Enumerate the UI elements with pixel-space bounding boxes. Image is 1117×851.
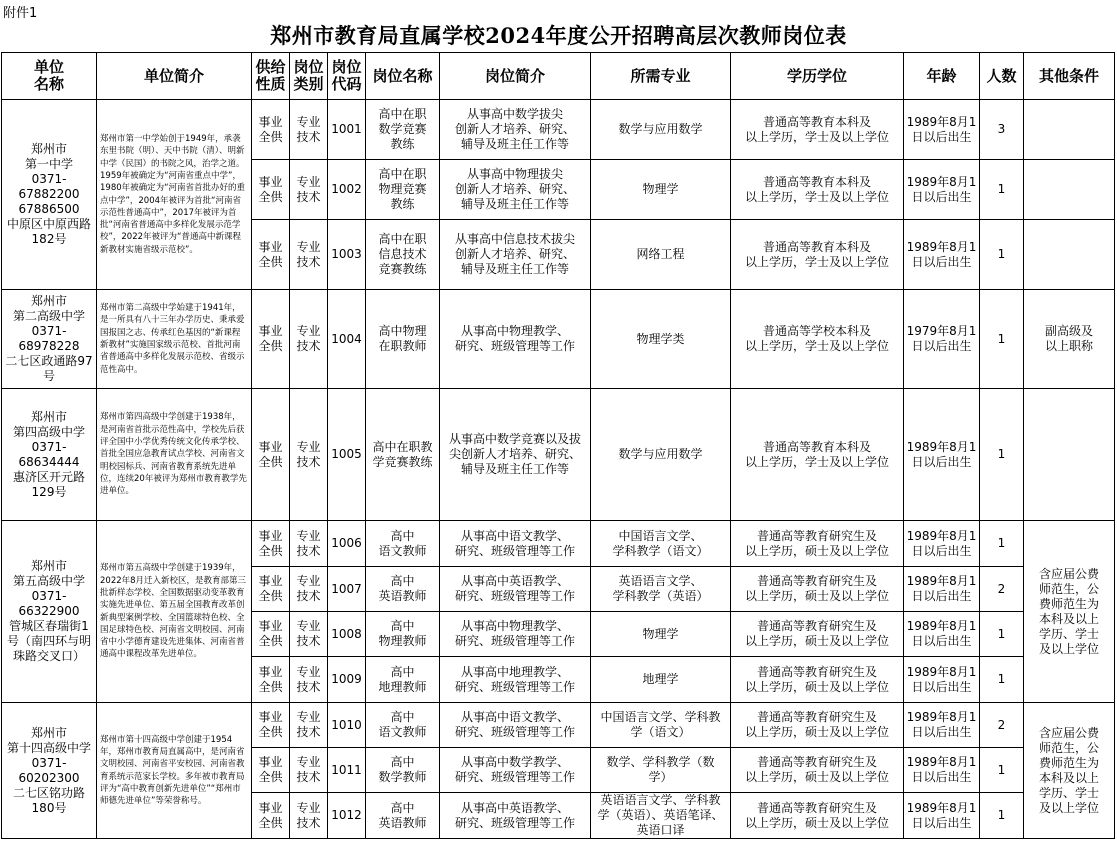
age-cell: 1989年8月1 日以后出生	[904, 389, 980, 521]
post-intro-cell: 从事高中语文教学、 研究、班级管理等工作	[440, 521, 591, 567]
code-cell: 1012	[328, 793, 366, 839]
code-cell: 1005	[328, 389, 366, 521]
unit-intro-cell: 郑州市第五高级中学创建于1939年，2022年8月迁入新校区，是教育部第三批新样态学校、全国数据驱动变革教育实施先进单位、第五届全国教育改革创新典型案例学校、全国篮球特色校、全国足球特色校、河南省文明校园、河南省中小学德育建设先进集体、河南省普通高中课程改革先进单位。	[97, 521, 252, 703]
category-cell: 专业 技术	[290, 567, 328, 612]
supply-cell: 事业 全供	[252, 290, 290, 389]
degree-cell: 普通高等教育本科及 以上学历，学士及以上学位	[731, 220, 904, 290]
code-cell: 1004	[328, 290, 366, 389]
post-intro-cell: 从事高中数学拔尖 创新人才培养、研究、 辅导及班主任工作等	[440, 100, 591, 160]
post-name-cell: 高中 数学教师	[366, 748, 440, 793]
degree-cell: 普通高等教育本科及 以上学历，学士及以上学位	[731, 389, 904, 521]
supply-cell: 事业 全供	[252, 389, 290, 521]
table-row	[2, 389, 1115, 521]
age-cell: 1989年8月1 日以后出生	[904, 220, 980, 290]
post-intro-cell: 从事高中地理教学、 研究、班级管理等工作	[440, 657, 591, 703]
header-post-intro: 岗位简介	[440, 53, 591, 100]
supply-cell: 事业 全供	[252, 703, 290, 748]
major-cell: 中国语言文学、 学科教学（语文）	[591, 521, 731, 567]
post-intro-cell: 从事高中信息技术拔尖 创新人才培养、研究、 辅导及班主任工作等	[440, 220, 591, 290]
table-row	[2, 290, 1115, 389]
post-intro-cell: 从事高中物理拔尖 创新人才培养、研究、 辅导及班主任工作等	[440, 160, 591, 220]
post-name-cell: 高中 地理教师	[366, 657, 440, 703]
category-cell: 专业 技术	[290, 220, 328, 290]
degree-cell: 普通高等教育研究生及 以上学历，硕士及以上学位	[731, 521, 904, 567]
count-cell: 1	[980, 290, 1024, 389]
category-cell: 专业 技术	[290, 389, 328, 521]
other-cell	[1024, 160, 1115, 220]
positions-table	[1, 52, 1115, 839]
code-cell: 1006	[328, 521, 366, 567]
post-name-cell: 高中 英语教师	[366, 793, 440, 839]
major-cell: 物理学	[591, 160, 731, 220]
other-cell	[1024, 220, 1115, 290]
header-category: 岗位 类别	[290, 53, 328, 100]
attachment-label: 附件1	[3, 6, 38, 21]
code-cell: 1001	[328, 100, 366, 160]
unit-name-cell: 郑州市 第十四高级中学 0371-60202300 二七区铭功路 180号	[2, 703, 97, 839]
header-major: 所需专业	[591, 53, 731, 100]
post-intro-cell: 从事高中物理教学、 研究、班级管理等工作	[440, 290, 591, 389]
other-cell	[1024, 389, 1115, 521]
other-cell	[1024, 100, 1115, 160]
unit-name-cell: 郑州市 第二高级中学 0371-68978228 二七区政通路97 号	[2, 290, 97, 389]
supply-cell: 事业 全供	[252, 793, 290, 839]
category-cell: 专业 技术	[290, 612, 328, 657]
age-cell: 1979年8月1 日以后出生	[904, 290, 980, 389]
header-row	[2, 53, 1115, 100]
category-cell: 专业 技术	[290, 290, 328, 389]
category-cell: 专业 技术	[290, 160, 328, 220]
major-cell: 数学、学科教学（数 学）	[591, 748, 731, 793]
age-cell: 1989年8月1 日以后出生	[904, 100, 980, 160]
header-post-name: 岗位名称	[366, 53, 440, 100]
age-cell: 1989年8月1 日以后出生	[904, 657, 980, 703]
page-title: 郑州市教育局直属学校2024年度公开招聘高层次教师岗位表	[270, 23, 847, 48]
degree-cell: 普通高等学校本科及 以上学历，学士及以上学位	[731, 290, 904, 389]
post-intro-cell: 从事高中英语教学、 研究、班级管理等工作	[440, 793, 591, 839]
supply-cell: 事业 全供	[252, 657, 290, 703]
degree-cell: 普通高等教育研究生及 以上学历，硕士及以上学位	[731, 703, 904, 748]
code-cell: 1010	[328, 703, 366, 748]
code-cell: 1009	[328, 657, 366, 703]
category-cell: 专业 技术	[290, 657, 328, 703]
category-cell: 专业 技术	[290, 793, 328, 839]
major-cell: 中国语言文学、学科教 学（语文）	[591, 703, 731, 748]
post-intro-cell: 从事高中语文教学、 研究、班级管理等工作	[440, 703, 591, 748]
major-cell: 英语语言文学、 学科教学（英语）	[591, 567, 731, 612]
degree-cell: 普通高等教育研究生及 以上学历，硕士及以上学位	[731, 793, 904, 839]
major-cell: 网络工程	[591, 220, 731, 290]
table-row	[2, 521, 1115, 567]
unit-name-cell: 郑州市 第四高级中学 0371-68634444 惠济区开元路 129号	[2, 389, 97, 521]
age-cell: 1989年8月1 日以后出生	[904, 160, 980, 220]
count-cell: 2	[980, 567, 1024, 612]
count-cell: 1	[980, 220, 1024, 290]
post-name-cell: 高中物理 在职教师	[366, 290, 440, 389]
major-cell: 数学与应用数学	[591, 389, 731, 521]
header-degree: 学历学位	[731, 53, 904, 100]
count-cell: 2	[980, 703, 1024, 748]
age-cell: 1989年8月1 日以后出生	[904, 793, 980, 839]
header-other: 其他条件	[1024, 53, 1115, 100]
unit-intro-cell: 郑州市第四高级中学创建于1938年，是河南省首批示范性高中，学校先后获评全国中小学优秀传统文化传承学校、首批全国应急教育试点学校、河南省文明校园标兵、河南省教育系统先进单位，连续20年被评为郑州市教育教学先进单位。	[97, 389, 252, 521]
code-cell: 1008	[328, 612, 366, 657]
count-cell: 1	[980, 521, 1024, 567]
post-intro-cell: 从事高中数学教学、 研究、班级管理等工作	[440, 748, 591, 793]
unit-name-cell: 郑州市 第一中学 0371-67882200 67886500 中原区中原西路 182号	[2, 100, 97, 290]
major-cell: 英语语言文学、学科教 学（英语）、英语笔译、 英语口译	[591, 793, 731, 839]
code-cell: 1002	[328, 160, 366, 220]
code-cell: 1007	[328, 567, 366, 612]
degree-cell: 普通高等教育本科及 以上学历，学士及以上学位	[731, 160, 904, 220]
post-name-cell: 高中在职 数学竞赛 教练	[366, 100, 440, 160]
category-cell: 专业 技术	[290, 748, 328, 793]
supply-cell: 事业 全供	[252, 748, 290, 793]
age-cell: 1989年8月1 日以后出生	[904, 612, 980, 657]
supply-cell: 事业 全供	[252, 521, 290, 567]
degree-cell: 普通高等教育研究生及 以上学历，硕士及以上学位	[731, 657, 904, 703]
supply-cell: 事业 全供	[252, 100, 290, 160]
supply-cell: 事业 全供	[252, 567, 290, 612]
post-name-cell: 高中在职 信息技术 竞赛教练	[366, 220, 440, 290]
header-age: 年龄	[904, 53, 980, 100]
count-cell: 1	[980, 748, 1024, 793]
age-cell: 1989年8月1 日以后出生	[904, 521, 980, 567]
major-cell: 物理学	[591, 612, 731, 657]
other-cell: 含应届公费 师范生，公 费师范生为 本科及以上 学历、学士 及以上学位	[1024, 703, 1115, 839]
count-cell: 1	[980, 160, 1024, 220]
unit-name-cell: 郑州市 第五高级中学 0371-66322900 管城区春瑞街1 号（南四环与明 珠路交叉口）	[2, 521, 97, 703]
degree-cell: 普通高等教育研究生及 以上学历，硕士及以上学位	[731, 567, 904, 612]
degree-cell: 普通高等教育研究生及 以上学历，硕士及以上学位	[731, 612, 904, 657]
supply-cell: 事业 全供	[252, 220, 290, 290]
post-name-cell: 高中 英语教师	[366, 567, 440, 612]
post-intro-cell: 从事高中数学竞赛以及拔 尖创新人才培养、研究、 辅导及班主任工作等	[440, 389, 591, 521]
unit-intro-cell: 郑州市第十四高级中学创建于1954年，郑州市教育局直属高中，是河南省文明校园、河南省平安校园、河南省教育系统示范家长学校。多年被市教育局评为“高中教育创新先进单位”“郑州市师德先进单位”等荣誉称号。	[97, 703, 252, 839]
category-cell: 专业 技术	[290, 703, 328, 748]
table-row	[2, 100, 1115, 160]
header-count: 人数	[980, 53, 1024, 100]
post-name-cell: 高中 物理教师	[366, 612, 440, 657]
count-cell: 3	[980, 100, 1024, 160]
post-name-cell: 高中 语文教师	[366, 703, 440, 748]
other-cell: 副高级及 以上职称	[1024, 290, 1115, 389]
count-cell: 1	[980, 793, 1024, 839]
post-name-cell: 高中在职教 学竞赛教练	[366, 389, 440, 521]
header-supply: 供给 性质	[252, 53, 290, 100]
table-row	[2, 703, 1115, 748]
count-cell: 1	[980, 657, 1024, 703]
post-name-cell: 高中 语文教师	[366, 521, 440, 567]
post-intro-cell: 从事高中物理教学、 研究、班级管理等工作	[440, 612, 591, 657]
degree-cell: 普通高等教育研究生及 以上学历，硕士及以上学位	[731, 748, 904, 793]
code-cell: 1011	[328, 748, 366, 793]
category-cell: 专业 技术	[290, 100, 328, 160]
supply-cell: 事业 全供	[252, 612, 290, 657]
header-code: 岗位 代码	[328, 53, 366, 100]
count-cell: 1	[980, 612, 1024, 657]
degree-cell: 普通高等教育本科及 以上学历，学士及以上学位	[731, 100, 904, 160]
post-intro-cell: 从事高中英语教学、 研究、班级管理等工作	[440, 567, 591, 612]
supply-cell: 事业 全供	[252, 160, 290, 220]
unit-intro-cell: 郑州市第二高级中学始建于1941年，是一所具有八十三年办学历史、秉承爱国报国之志、传承红色基因的“新课程新教材”实施国家级示范校、首批河南省普通高中多样化发展示范校、省级示范性高中。	[97, 290, 252, 389]
code-cell: 1003	[328, 220, 366, 290]
major-cell: 物理学类	[591, 290, 731, 389]
header-unit-name: 单位 名称	[2, 53, 97, 100]
post-name-cell: 高中在职 物理竞赛 教练	[366, 160, 440, 220]
unit-intro-cell: 郑州市第一中学始创于1949年，承袭东里书院（明）、天中书院（清）、明新中学（民国）的书院之风，治学之道。1959年被确定为“河南省重点中学”，1980年被确定为“河南省首批办好的重点中学”，2004年被评为首批“河南省示范性普通高中”，2017年被评为首批“河南省普通高中多样化发展示范学校”，2022年被评为“普通高中新课程新教材实施省级示范校”。	[97, 100, 252, 290]
major-cell: 地理学	[591, 657, 731, 703]
header-unit-intro: 单位简介	[97, 53, 252, 100]
age-cell: 1989年8月1 日以后出生	[904, 748, 980, 793]
category-cell: 专业 技术	[290, 521, 328, 567]
major-cell: 数学与应用数学	[591, 100, 731, 160]
other-cell: 含应届公费 师范生，公 费师范生为 本科及以上 学历、学士 及以上学位	[1024, 521, 1115, 703]
age-cell: 1989年8月1 日以后出生	[904, 703, 980, 748]
count-cell: 1	[980, 389, 1024, 521]
age-cell: 1989年8月1 日以后出生	[904, 567, 980, 612]
